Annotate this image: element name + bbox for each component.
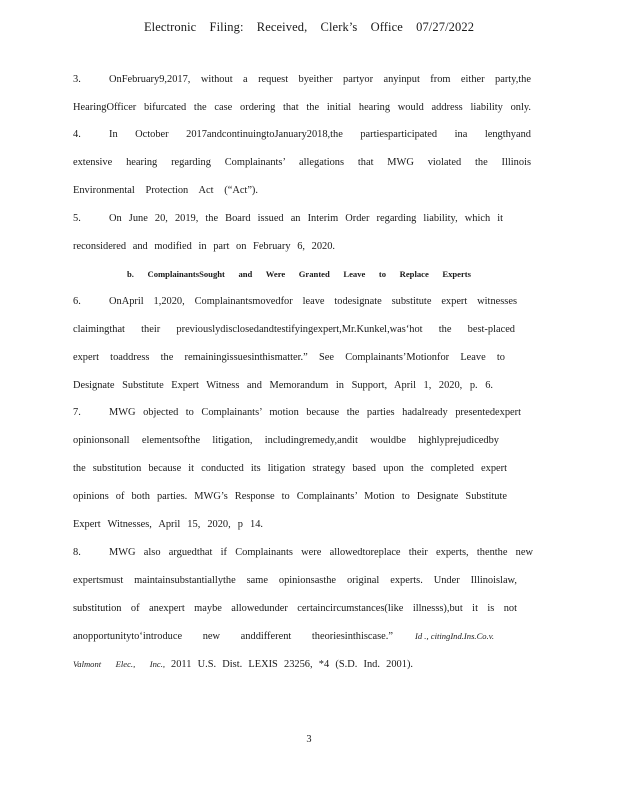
citation-text: 2011 U.S. Dist. LEXIS 23256, *4 (S.D. Ind. 2001).	[171, 659, 413, 670]
paragraph-6-line-4: Designate Substitute Expert Witness and Memorandum in Support, April 1, 2020, p. 6.	[73, 380, 493, 391]
paragraph-7-line-4: opinions of both parties. MWG’s Response to Complainants’ Motion to Designate Substitute	[73, 491, 507, 502]
paragraph-7-line-2: opinionsonall elementsofthe litigation, includingremedy,andit wouldbe highlyprejudicedby	[73, 435, 499, 446]
paragraph-3-line-1	[73, 73, 531, 86]
paragraph-5-line-1	[73, 212, 503, 225]
paragraph-text: On June 20, 2019, the Board issued an Interim Order regarding liability, which it	[109, 213, 503, 224]
section-heading: b. ComplainantsSought and Were Granted Leave to Replace Experts	[127, 269, 471, 279]
paragraph-6-line-1	[73, 295, 517, 308]
paragraph-3-line-2: HearingOfficer bifurcated the case ordering that the initial hearing would address liability only.	[73, 102, 531, 113]
paragraph-8-line-2: expertsmust maintainsubstantiallythe same opinionsasthe original experts. Under Illinoislaw,	[73, 575, 517, 586]
paragraph-7-line-1	[73, 406, 521, 419]
paragraph-number: 8.	[73, 547, 81, 558]
paragraph-4-line-3: Environmental Protection Act (“Act”).	[73, 185, 258, 196]
page-number: 3	[306, 734, 312, 745]
paragraph-text: MWG objected to Complainants’ motion because the parties hadalready presentedexpert	[109, 407, 521, 418]
paragraph-text: MWG also arguedthat if Complainants were allowedtoreplace their experts, thenthe new	[109, 547, 533, 558]
paragraph-8-line-4	[73, 630, 495, 643]
filing-header: Electronic Filing: Received, Clerk’s Office 07/27/2022	[143, 20, 475, 34]
paragraph-number: 5.	[73, 213, 81, 224]
paragraph-number: 7.	[73, 407, 81, 418]
paragraph-7-line-5: Expert Witnesses, April 15, 2020, p 14.	[73, 519, 263, 530]
paragraph-text: In October 2017andcontinuingtoJanuary2018,the partiesparticipated ina lengthyand	[109, 129, 531, 140]
paragraph-8-line-5	[73, 658, 433, 671]
paragraph-7-line-3: the substitution because it conducted its litigation strategy based upon the completed expert	[73, 463, 507, 474]
paragraph-4-line-1	[73, 128, 531, 141]
paragraph-number: 6.	[73, 296, 81, 307]
paragraph-text: anopportunityto‘introduce new anddifferent theoriesinthiscase.”	[73, 631, 393, 642]
paragraph-8-line-3: substitution of anexpert maybe allowedunder certaincircumstances(like illnesss),but it is not	[73, 603, 517, 614]
paragraph-number: 4.	[73, 129, 81, 140]
paragraph-text: OnApril 1,2020, Complainantsmovedfor leave todesignate substitute expert witnesses	[109, 296, 517, 307]
paragraph-number: 3.	[73, 74, 81, 85]
paragraph-6-line-2: claimingthat their previouslydisclosedandtestifyingexpert,Mr.Kunkel,was‘hot the best-placed	[73, 324, 515, 335]
case-name-text: Valmont Elec., Inc.,	[73, 659, 165, 669]
paragraph-6-line-3: expert toaddress the remainingissuesinthismatter.” See Complainants’Motionfor Leave to	[73, 352, 505, 363]
paragraph-4-line-2: extensive hearing regarding Complainants’ allegations that MWG violated the Illinois	[73, 157, 531, 168]
citation-text: Id ., citingInd.Ins.Co.v.	[415, 631, 495, 641]
paragraph-text: OnFebruary9,2017, without a request byeither partyor anyinput from either party,the	[109, 74, 531, 85]
paragraph-5-line-2: reconsidered and modified in part on February 6, 2020.	[73, 241, 335, 252]
paragraph-8-line-1	[73, 546, 533, 559]
